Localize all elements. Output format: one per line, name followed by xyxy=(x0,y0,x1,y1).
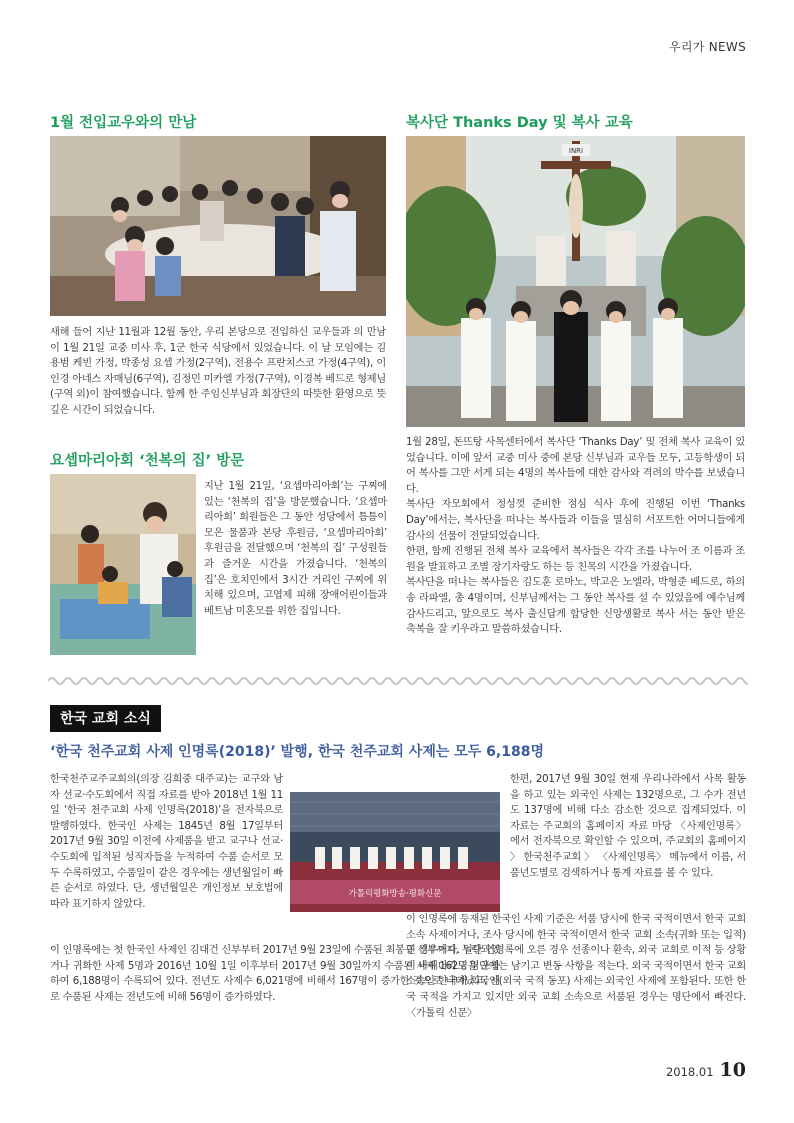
page-number: 10 xyxy=(719,1059,746,1081)
section-header: 우리가 NEWS xyxy=(668,40,746,54)
article-title: ‘한국 천주교회 사제 인명록(2018)’ 발행, 한국 천주교회 사제는 모두 6,188명 xyxy=(50,744,544,760)
section-label: 한국 교회 소식 xyxy=(50,705,161,732)
article-title: 복사단 Thanks Day 및 복사 교육 xyxy=(406,115,633,131)
article-body: 한편, 2017년 9월 30일 현재 우리나라에서 사목 활동을 하고 있는 외국인 사제는 132명으로, 그 수가 전년도 137명에 비해 다소 감소한 것으로 집계되었다. 이 자료는 주교회의 홈페이지 자료 마당 〈사제인명록〉에서 전자북으로 확인할 수 있으며, 주교회의 홈페이지 〉 한국천주교회 〉 〈사제인명록〉 메뉴에서 이름, 서품년도별로 검색하거나 통계 자료를 볼 수 있다. xyxy=(510,774,746,879)
issue-date: 2018.01 xyxy=(665,1065,714,1079)
article-body: 새해 들어 지난 11월과 12월 동안, 우리 본당으로 전입하신 교우들과 의 만남이 1월 21일 교중 미사 후, 1군 한국 식당에서 있었습니다. 이 날 모임에는 김용범 케빈 가정, 박종성 요셉 가정(2구역), 전용수 프란치스코 가정(4구역), 이인경 아네스 자매님(6구역), 김정민 미카엘 가정(7구역), 이경복 베드로 형제님(구역 외)이 참여했습니다. 함께 한 주임신부님과 회장단의 따뜻한 환영으로 뜻 깊은 시간이 되었습니다. xyxy=(50,327,386,416)
article-paragraph: 복사단 자모회에서 정성껏 준비한 점심 식사 후에 진행된 이번 ‘Thanks Day’에서는, 복사단을 떠나는 복사들과 이들을 열심히 서포트한 어머니들에게 감사의 선물이 전달되었습니다. xyxy=(406,499,745,542)
visit-photo xyxy=(50,474,196,655)
article-title: 1월 전입교우와의 만남 xyxy=(50,115,197,131)
inri-sign: INRI xyxy=(568,147,584,155)
article-body xyxy=(406,435,745,638)
article-body: 이 인명록에 등재된 한국인 사제 기준은 서품 당시에 한국 국적이면서 한국 교회 소속 사제이거나, 조사 당시에 한국 국적이면서 한국 교회 소속(귀화 또는 입적)인 경우이다. 일단 인명록에 오른 경우 선종이나 환속, 외국 교회로 이적 등 상황이 바뀌더라도 명단에는 남기고 변동 사항을 적는다. 외국 국적이면서 한국 교회 소속인 한국계 외국인(외국 국적 동포) 사제는 외국인 사제에 포함된다. 또한 한국 국적을 가지고 있지만 외국 교회 소속으로 서품된 경우는 명단에서 빠진다. 〈가톨릭 신문〉 xyxy=(406,914,746,1019)
article-body: 이 인명록에는 첫 한국인 사제인 김대건 신부부터 2017년 9월 23일에 수품된 최봉규 신부까지, 누락되었거나 귀화한 사제 5명과 2016년 10월 1일 이후부터 2017년 9월 30일까지 수품된 사제 162명을 포함하여 6,188명이 수록되어 있다. 전년도 사제수 6,021명에 비해서 167명이 증가한 것으로 나타났고, 새로 수품된 사제는 전년도에 비해 56명이 증가하였다. xyxy=(50,945,500,1003)
photo-caption: 가톨릭평화방송·평화신문 xyxy=(348,889,442,899)
article-body: 지난 1월 21일, ‘요셉마리아회’는 구찌에 있는 ‘천복의 집’을 방문했습니다. ‘요셉마리아회’ 회원들은 그 동안 성당에서 틈틈이 모은 물품과 본당 후원금, ‘요셉마리아회’ 후원금을 전달했으며 ‘천복의 집’ 구성원들과 즐거운 시간을 가졌습니다. ‘천복의 집’은 호치민에서 3시간 거리인 구찌에 위치해 있으며, 고엽제 피해 장애어린이들과 베트남 미혼모를 위한 집입니다. xyxy=(204,481,387,617)
group-meal-photo xyxy=(50,136,386,316)
wavy-divider xyxy=(48,674,748,688)
page-footer xyxy=(666,1059,746,1081)
altar-servers-photo xyxy=(406,136,745,427)
article-paragraph: 복사단을 떠나는 복사들은 김도훈 로마노, 박고은 노엘라, 박형준 베드로, 하의송 라파엘, 총 4명이며, 신부님께서는 그 동안 복사를 설 수 있었음에 예수님께 감사드리고, 앞으로도 복사 출신답게 합당한 신앙생활로 복사 서는 동안 받은 축복을 잘 키우라고 말씀하셨습니다. xyxy=(406,577,745,636)
ordination-photo xyxy=(290,792,500,912)
article-paragraph: 1월 28일, 돈뜨탕 사목센터에서 복사단 ‘Thanks Day’ 및 전체 복사 교육이 있었습니다. 이에 앞서 교중 미사 중에 본당 신부님과 교우들 모두, 고등학생이 되어 복사를 그만 서게 되는 4명의 복사들에 대한 감사와 격려의 박수를 보냈습니다. xyxy=(406,437,745,495)
article-paragraph: 한편, 함께 진행된 전체 복사 교육에서 복사들은 각각 조를 나누어 조 이름과 조원을 발표하고 조별 장기자랑도 하는 등 친목의 시간을 가졌습니다. xyxy=(406,546,745,573)
article-title: 요셉마리아회 ‘천복의 집’ 방문 xyxy=(50,453,245,469)
article-body: 한국천주교주교회의(의장 김희중 대주교)는 교구와 남자 선교·수도회에서 직접 자료를 받아 2018년 1월 11일 ‘한국 천주교회 사제 인명록(2018)’을 전자북으로 발행하였다. 한국인 사제는 1845년 8월 17일부터 2017년 9월 30일 이전에 사제품을 받고 교구나 선교·수도회에 입적된 성직자들을 누적하여 수품 순서로 모두 수록하였고, 수품일이 같은 경우에는 생년월일이 빠른 순서로 하였다. 단, 생년월일은 개인정보 보호법에 따라 표기하지 않았다. xyxy=(50,774,283,910)
